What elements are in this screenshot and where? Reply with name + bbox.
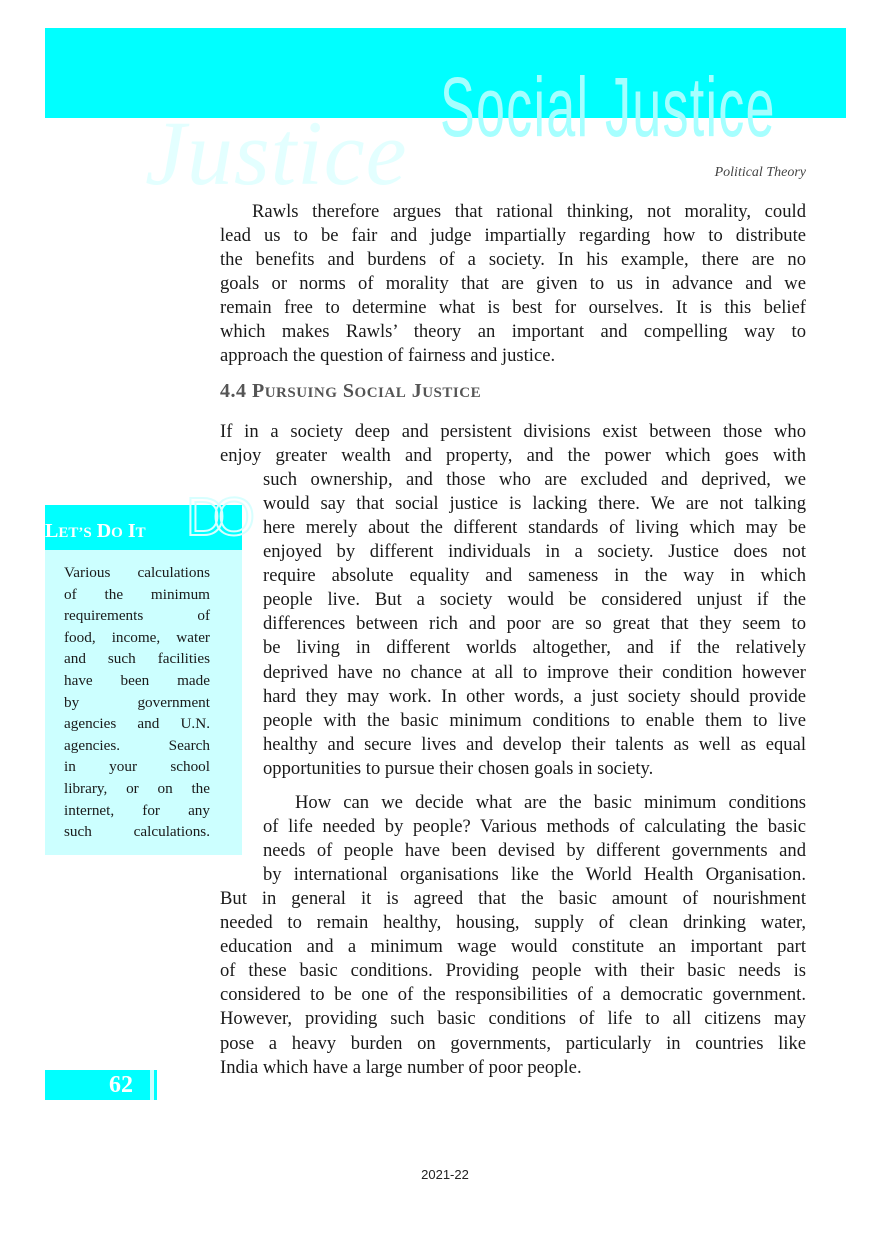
title-word: ET’S [58, 525, 92, 541]
text-line: healthy and secure lives and develop their talents as well as equal [263, 733, 806, 755]
text-line: deprived have no chance at all to improve their condition however [263, 661, 806, 683]
text-line: of these basic conditions. Providing people with their basic needs is [220, 960, 806, 982]
heading-initial: P [252, 380, 265, 402]
text-line: would say that social justice is lacking there. We are not talking [263, 493, 806, 515]
text-line: such ownership, and those who are excluded and deprived, we [263, 469, 806, 491]
footer-year: 2021-22 [421, 1167, 469, 1182]
do-logo-icon: DO [186, 487, 243, 547]
title-word: O [111, 525, 123, 541]
watermark-justice: Justice [145, 108, 408, 198]
sidebox-line: library, or on the [64, 780, 210, 797]
text-line: approach the question of fairness and justice. [220, 345, 556, 367]
text-line: How can we decide what are the basic minimum conditions [295, 792, 806, 813]
text-line: goals or norms of morality that are given to us in advance and we [220, 273, 806, 295]
text-line: people live. But a society would be considered unjust if the [263, 589, 806, 611]
sidebox-line: agencies and U.N. [64, 715, 210, 733]
text-line: of life needed by people? Various methods of calculating the basic [263, 816, 806, 838]
text-line: considered to be one of the responsibilities of a democratic government. [220, 984, 806, 1006]
section-number: 4.4 [220, 380, 247, 402]
title-initial: L [45, 520, 59, 542]
text-line: However, providing such basic conditions of life to all citizens may [220, 1008, 806, 1030]
page-number: 62 [109, 1072, 133, 1098]
text-line: people with the basic minimum conditions to enable them to live [263, 709, 806, 731]
text-line: here merely about the different standards of living which may be [263, 517, 806, 539]
text-line: enjoy greater wealth and property, and the power which goes with [220, 445, 806, 467]
sidebox-line: by government [64, 693, 210, 711]
text-line: hard they may work. In other words, a just society should provide [263, 685, 806, 707]
text-line: India which have a large number of poor people. [220, 1056, 582, 1078]
text-line: pose a heavy burden on governments, particularly in countries like [220, 1032, 806, 1054]
sidebox-line: of the minimum [64, 585, 210, 603]
sidebox-line: and such facilities [64, 650, 210, 668]
title-word: T [135, 525, 146, 541]
page-number-box-stripe [154, 1070, 157, 1100]
text-line: education and a minimum wage would constitute an important part [220, 936, 806, 958]
heading-word: OCIAL [354, 385, 407, 401]
running-head: Political Theory [714, 165, 806, 180]
heading-word: URSUING [264, 385, 338, 401]
sidebox-line: food, income, water [64, 628, 210, 646]
sidebox-line: have been made [64, 672, 210, 689]
heading-initial: J [411, 380, 423, 402]
text-line: differences between rich and poor are so great that they seem to [263, 613, 806, 635]
text-line: require absolute equality and sameness in the way in which [263, 565, 806, 587]
section-heading [220, 380, 481, 403]
sidebox-line: such calculations. [64, 823, 210, 841]
text-line: But in general it is agreed that the basic amount of nourishment [220, 888, 806, 910]
text-line: needed to remain healthy, housing, supply of clean drinking water, [220, 912, 806, 934]
title-initial: D [96, 520, 112, 542]
sidebox-line: requirements of [64, 607, 210, 625]
heading-initial: S [342, 380, 355, 402]
text-line: which makes Rawls’ theory an important and compelling way to [220, 321, 806, 343]
text-line: opportunities to pursue their chosen goals in society. [263, 757, 654, 779]
sidebox-title [45, 520, 146, 543]
text-line: the benefits and burdens of a society. In his example, there are no [220, 249, 806, 271]
text-line: be living in different worlds altogether, and if the relatively [263, 637, 806, 659]
text-line: remain free to determine what is best for ourselves. It is this belief [220, 297, 806, 319]
sidebox-line: internet, for any [64, 801, 210, 819]
text-line: If in a society deep and persistent divisions exist between those who [220, 421, 806, 442]
text-line: lead us to be fair and judge impartially regarding how to distribute [220, 225, 806, 247]
sidebox-line: in your school [64, 758, 210, 776]
sidebox-line: agencies. Search [64, 736, 210, 754]
title-initial: I [127, 520, 136, 542]
text-line: enjoyed by different individuals in a society. Justice does not [263, 541, 806, 563]
sidebox-line: Various calculations [64, 564, 210, 581]
text-line: needs of people have been devised by different governments and [263, 840, 806, 862]
heading-word: USTICE [422, 385, 482, 401]
text-line: by international organisations like the World Health Organisation. [263, 864, 806, 886]
text-line: Rawls therefore argues that rational thinking, not morality, could [252, 201, 806, 222]
chapter-title: Social Justice [440, 60, 776, 154]
